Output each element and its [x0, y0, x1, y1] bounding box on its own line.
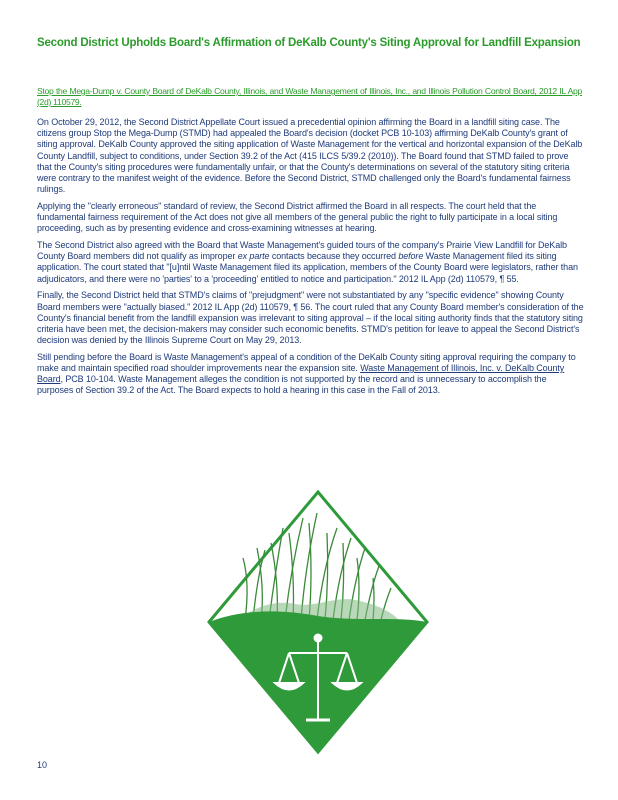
paragraph-5-part-b: , PCB 10-104. Waste Management alleges the condition is not supported by the record and is unnecessary to accomplish the purposes of Section 39.2 of the Act. The Board expects to hold a hearing in this case in the Fall of 2013.: [37, 374, 547, 396]
paragraph-3-part-c: Waste Management filed its siting application. The court stated that "[u]ntil Waste Management filed its application, members of the County Board were legislators, rather than adjudicators, and there were no 'parties' to a 'proceeding' entitled to notice and participation." 2012 IL App (2d) 110579, ¶ 55.: [37, 251, 578, 284]
paragraph-3-part-a: The Second District also agreed with the Board that Waste Management's guided tours of the company's Prairie View Landfill for DeKalb County Board members did not qualify as improper: [37, 240, 567, 262]
paragraph-5-part-a: Still pending before the Board is Waste Management's appeal of a condition of the DeKalb County siting approval requiring the company to make and maintain specified road shoulder improvements near the expansion site.: [37, 351, 576, 374]
paragraph-1: On October 29, 2012, the Second District Appellate Court issued a precedential opinion affirming the Board in a landfill siting case. The citizens group Stop the Mega-Dump (STMD) had appealed the Board's decision (docket PCB 10-103) affirming DeKalb County's grant of siting approval. DeKalb County approved the siting application of Waste Management for the vertical and horizontal expansion of the DeKalb County Landfill, subject to conditions, under Section 39.2 of the Act (415 ILCS 5/39.2 (2010)). The Board found that STMD failed to prove that the County's siting procedures were fundamentally unfair, or that the County's determinations on several of the statutory siting criteria were contrary to the manifest weight of the evidence. Before the Second District, STMD challenged only the Board's fundamental fairness rulings.: [37, 117, 583, 195]
page-number: 10: [37, 760, 48, 770]
article-body: [37, 117, 585, 402]
paragraph-3: [37, 240, 585, 285]
paragraph-2: Applying the "clearly erroneous" standard of review, the Second District affirmed the Board in all respects. The court held that the fundamental fairness requirement of the Act does not give all members of the general public the right to fully participate in a local siting proceeding, such as by presenting evidence and cross-examining witnesses at hearing.: [37, 200, 558, 234]
article-headline: Second District Upholds Board's Affirmation of DeKalb County's Siting Approval for Landfill Expansion: [37, 37, 581, 49]
paragraph-5: [37, 352, 585, 397]
paragraph-4: Finally, the Second District held that STMD's claims of "prejudgment" were not substantiated by any "specific evidence" showing County Board members were "actually biased." 2012 IL App (2d) 110579, ¶ 56. The court ruled that any County Board member's consideration of the County's financial benefit from the landfill expansion was irrelevant to siting approval – if the local siting authority finds that the statutory siting criteria have been met, the decision-makers may consider such economic benefits. STMD's petition for leave to appeal the Second District's decision was denied by the Illinois Supreme Court on May 29, 2013.: [37, 290, 584, 346]
before-term: before: [398, 251, 424, 262]
case-citation-link[interactable]: Stop the Mega-Dump v. County Board of DeKalb County, Illinois, and Waste Management of Illinois, Inc., and Illinois Pollution Control Board, 2012 IL App (2d) 110579.: [37, 86, 582, 107]
scales-of-justice-logo: [205, 488, 431, 756]
ex-parte-term: ex parte: [237, 251, 270, 262]
paragraph-3-part-b: contacts because they occurred: [269, 251, 399, 262]
case-name-link[interactable]: Waste Management of Illinois, Inc. v. DeKalb County Board: [37, 363, 565, 385]
